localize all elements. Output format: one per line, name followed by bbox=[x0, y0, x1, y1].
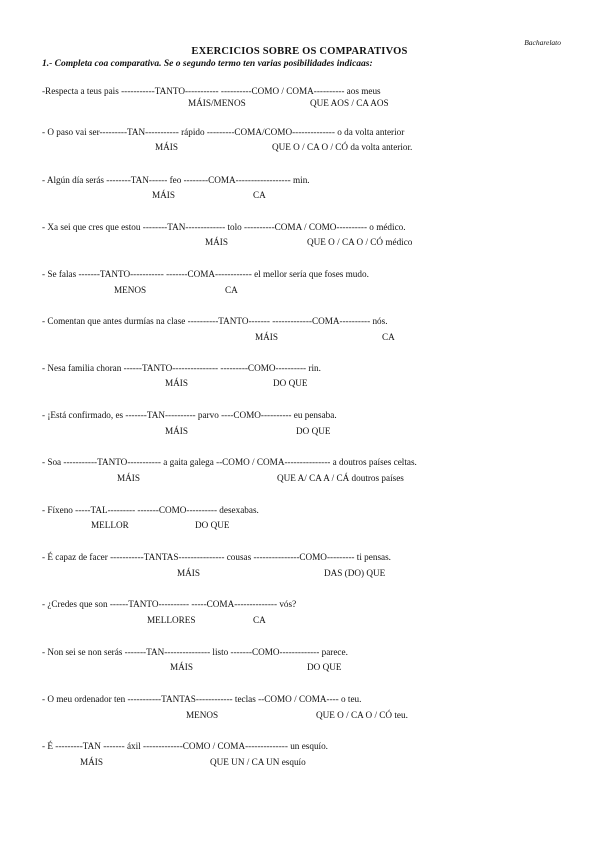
exercise-13-option-2: DO QUE bbox=[307, 662, 342, 672]
exercise-8-option-2: DO QUE bbox=[296, 426, 331, 436]
exercise-15-option-1: MÁIS bbox=[80, 757, 103, 767]
exercise-10-sentence: - Fíxeno -----TAL--------- -------COMO---------- desexabas. bbox=[42, 505, 259, 515]
exercise-13-option-1: MÁIS bbox=[170, 662, 193, 672]
exercise-12-option-2: CA bbox=[253, 615, 266, 625]
exercise-5-option-2: CA bbox=[225, 285, 238, 295]
exercise-6-option-2: CA bbox=[382, 332, 395, 342]
exercise-8-option-1: MÁIS bbox=[165, 426, 188, 436]
exercise-14-sentence: - O meu ordenador ten -----------TANTAS------------ teclas --COMO / COMA---- o teu. bbox=[42, 694, 362, 704]
exercise-11-option-1: MÁIS bbox=[177, 568, 200, 578]
page-title: EXERCICIOS SOBRE OS COMPARATIVOS bbox=[191, 46, 408, 57]
exercise-11-sentence: - É capaz de facer -----------TANTAS--------------- cousas ---------------COMO--------- ti pensas. bbox=[42, 552, 391, 562]
course-level-tag: Bacharelato bbox=[524, 38, 561, 47]
exercise-15-sentence: - É ---------TAN ------- áxil -------------COMO / COMA-------------- un esquío. bbox=[42, 741, 328, 751]
exercise-1-sentence: -Respecta a teus pais -----------TANTO----------- ----------COMO / COMA---------- aos meus bbox=[42, 86, 381, 96]
exercise-10-option-1: MELLOR bbox=[91, 520, 129, 530]
exercise-11-option-2: DAS (DO) QUE bbox=[324, 568, 386, 578]
exercise-6-sentence: - Comentan que antes durmías na clase ----------TANTO------- -------------COMA---------- nós. bbox=[42, 316, 388, 326]
exercise-9-sentence: - Soa -----------TANTO----------- a gaita galega --COMO / COMA--------------- a doutros países celtas. bbox=[42, 457, 417, 467]
exercise-10-option-2: DO QUE bbox=[195, 520, 230, 530]
exercise-5-option-1: MENOS bbox=[114, 285, 147, 295]
exercise-12-option-1: MELLORES bbox=[147, 615, 196, 625]
exercise-4-sentence: - Xa sei que cres que estou --------TAN------------- tolo ----------COMA / COMO---------- o médico. bbox=[42, 222, 406, 232]
exercise-8-sentence: - ¡Está confirmado, es -------TAN---------- parvo ----COMO---------- eu pensaba. bbox=[42, 410, 337, 420]
exercise-5-sentence: - Se falas -------TANTO----------- -------COMA------------ el mellor sería que foses mudo. bbox=[42, 269, 369, 279]
exercise-14-option-2: QUE O / CA O / CÓ teu. bbox=[316, 710, 408, 720]
exercise-2-option-2: QUE O / CA O / CÓ da volta anterior. bbox=[272, 142, 413, 152]
exercise-9-option-2: QUE A/ CA A / CÁ doutros países bbox=[277, 473, 404, 483]
exercise-7-option-1: MÁIS bbox=[165, 378, 188, 388]
exercise-1-option-2: QUE AOS / CA AOS bbox=[310, 98, 389, 108]
exercise-3-option-2: CA bbox=[253, 190, 266, 200]
exercise-4-option-2: QUE O / CA O / CÓ médico bbox=[307, 237, 413, 247]
exercise-14-option-1: MENOS bbox=[186, 710, 219, 720]
exercise-1-option-1: MÁIS/MENOS bbox=[188, 98, 246, 108]
exercise-3-sentence: - Algún día serás --------TAN------ feo --------COMA------------------ min. bbox=[42, 175, 310, 185]
exercise-12-sentence: - ¿Credes que son ------TANTO---------- -----COMA-------------- vós? bbox=[42, 599, 297, 609]
exercise-4-option-1: MÁIS bbox=[205, 237, 228, 247]
exercise-2-option-1: MÁIS bbox=[155, 142, 178, 152]
exercise-2-sentence: - O paso vai ser---------TAN----------- rápido ---------COMA/COMO-------------- o da volta anterior bbox=[42, 127, 405, 137]
exercise-15-option-2: QUE UN / CA UN esquío bbox=[210, 757, 306, 767]
instruction-text: 1.- Completa coa comparativa. Se o segundo termo ten varias posibilidades indicaas: bbox=[42, 59, 373, 69]
exercise-7-option-2: DO QUE bbox=[273, 378, 308, 388]
exercise-9-option-1: MÁIS bbox=[117, 473, 140, 483]
exercise-3-option-1: MÁIS bbox=[152, 190, 175, 200]
exercise-13-sentence: - Non sei se non serás -------TAN--------------- listo -------COMO------------- parece. bbox=[42, 647, 348, 657]
exercise-6-option-1: MÁIS bbox=[255, 332, 278, 342]
exercise-7-sentence: - Nesa familia choran ------TANTO--------------- ---------COMO---------- rin. bbox=[42, 363, 321, 373]
